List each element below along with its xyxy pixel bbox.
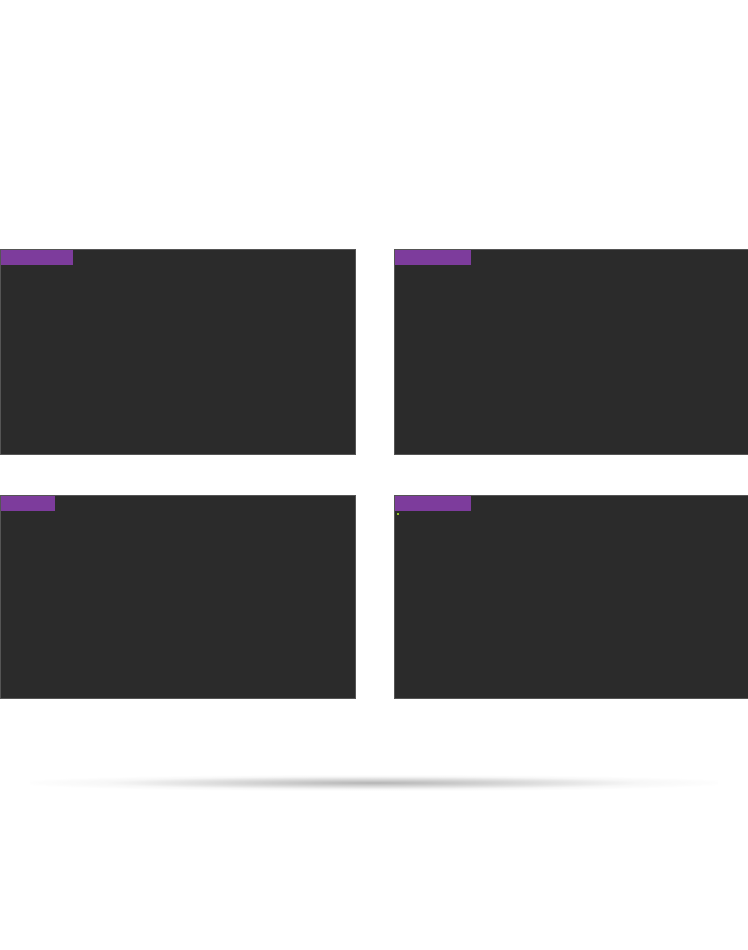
- screen-trigger-settings: [394, 249, 748, 455]
- screen-title: [1, 250, 73, 265]
- output-table: [397, 513, 399, 515]
- section-divider: [30, 775, 718, 791]
- screen-title: [395, 496, 471, 511]
- screen-recall-list: [0, 249, 356, 455]
- screen-title: [1, 496, 55, 511]
- screen-title: [395, 250, 471, 265]
- status-panel: [629, 515, 643, 643]
- screen-trigger-file: [0, 495, 356, 699]
- screen-trigger-output: [394, 495, 748, 699]
